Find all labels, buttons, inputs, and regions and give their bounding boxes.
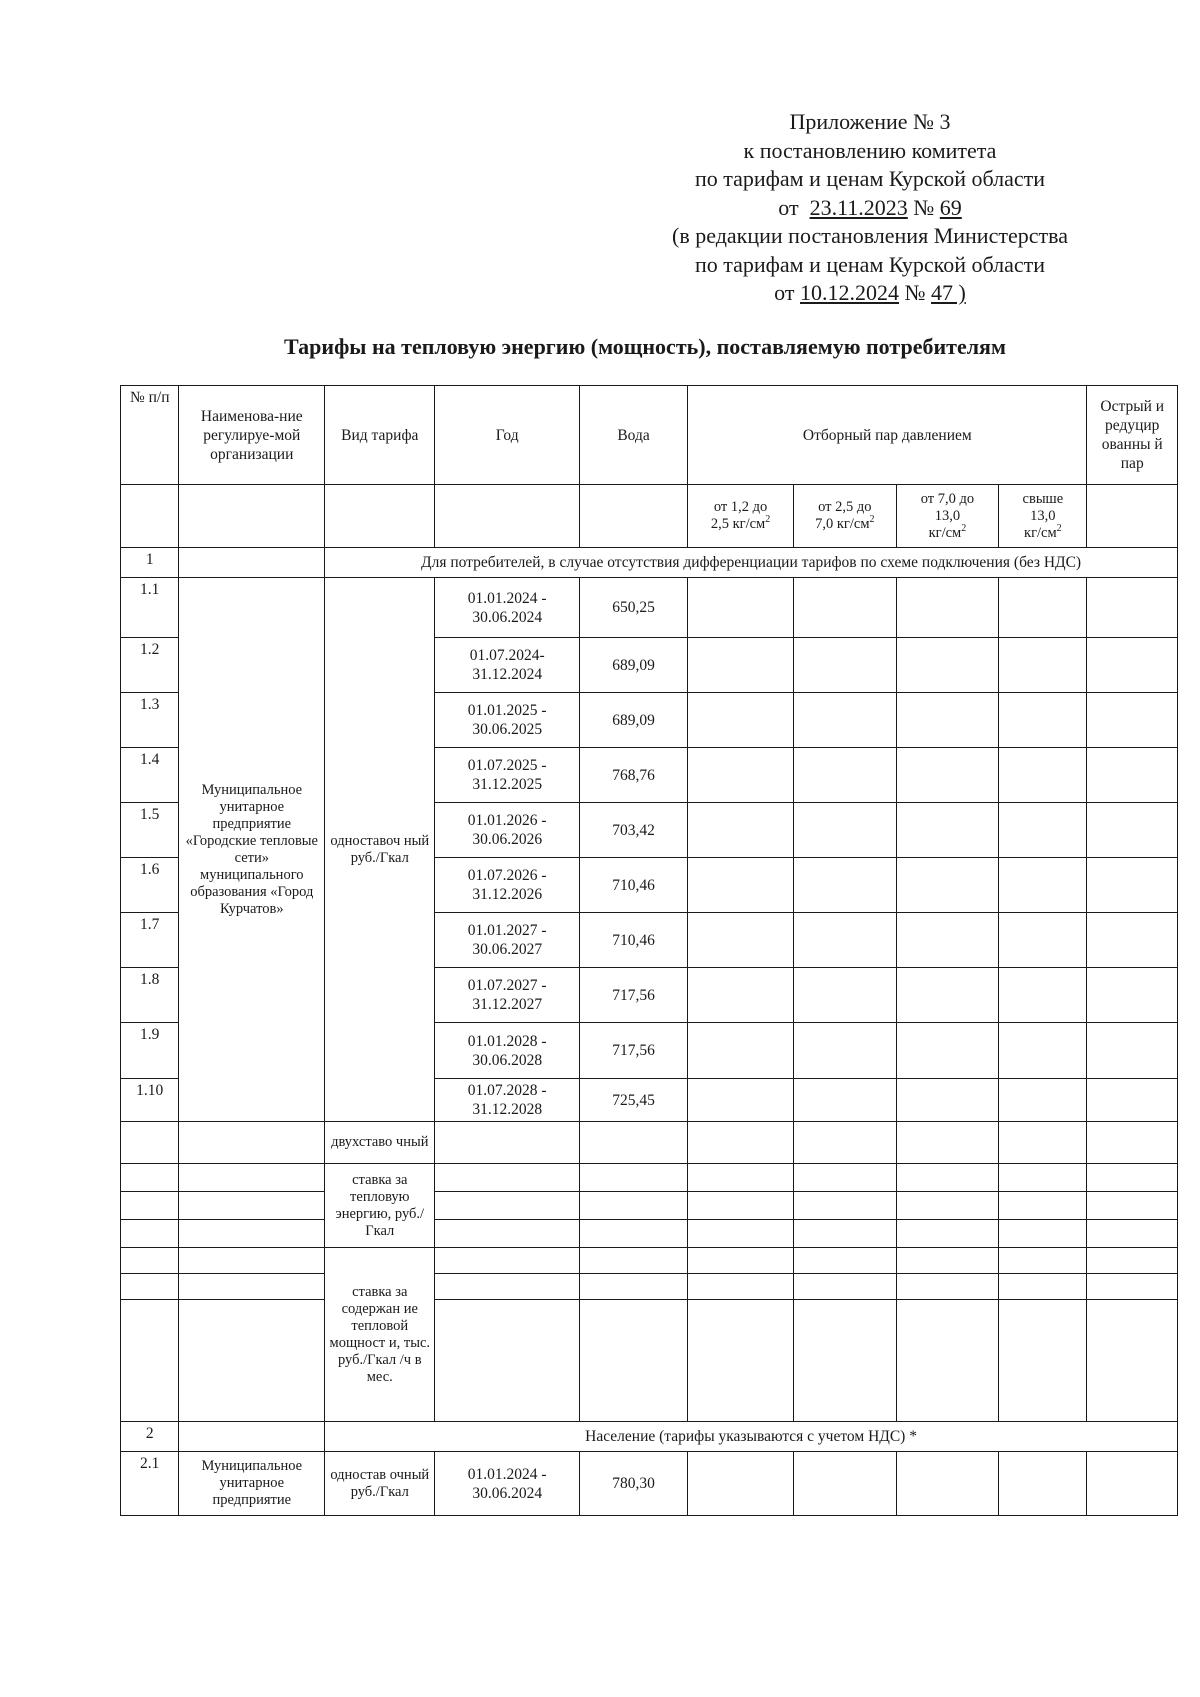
- empty-cell: [896, 1300, 999, 1422]
- empty-cell: [1087, 1122, 1178, 1164]
- row-number: 1.10: [121, 1079, 179, 1122]
- water-value: 710,46: [579, 858, 687, 913]
- empty-cell: [896, 913, 999, 968]
- amendment-number: 47 ): [931, 280, 966, 305]
- empty-cell: [179, 1122, 325, 1164]
- empty-cell: [999, 1079, 1087, 1122]
- two-part-row: [121, 1122, 1178, 1164]
- empty-cell: [1087, 1079, 1178, 1122]
- water-value: 689,09: [579, 638, 687, 693]
- empty-cell: [121, 1164, 179, 1192]
- empty-cell: [688, 1300, 794, 1422]
- empty-cell: [999, 748, 1087, 803]
- empty-cell: [688, 1452, 794, 1516]
- empty-cell: [121, 1248, 179, 1274]
- organization-name: Муниципальное унитарное предприятие «Городские тепловые сети» муниципального образования «Город Курчатов»: [179, 578, 325, 1122]
- organization-name: Муниципальное унитарное предприятие: [179, 1452, 325, 1516]
- empty-cell: [999, 1164, 1087, 1192]
- col-header-steam: Отборный пар давлением: [688, 386, 1087, 485]
- tariff-type-single: одностав очный руб./Гкал: [325, 1452, 435, 1516]
- empty-cell: [794, 1192, 897, 1220]
- empty-cell: [688, 638, 794, 693]
- section-1-number: 1: [121, 548, 179, 578]
- period-cell: 01.07.2026 - 31.12.2026: [435, 858, 580, 913]
- empty-cell: [999, 578, 1087, 638]
- section-1-empty: [179, 548, 325, 578]
- empty-cell: [688, 1122, 794, 1164]
- water-value: 650,25: [579, 578, 687, 638]
- water-value: 689,09: [579, 693, 687, 748]
- row-number: 1.2: [121, 638, 179, 693]
- empty-cell: [688, 1164, 794, 1192]
- period-cell: 01.01.2026 - 30.06.2026: [435, 803, 580, 858]
- row-number: 1.3: [121, 693, 179, 748]
- empty-cell: [688, 1220, 794, 1248]
- subheader-empty: [1087, 485, 1178, 548]
- empty-cell: [179, 1220, 325, 1248]
- empty-cell: [121, 1192, 179, 1220]
- resolution-date-line: [560, 194, 1180, 223]
- empty-cell: [121, 1220, 179, 1248]
- resolution-date: 23.11.2023: [809, 194, 908, 220]
- pressure-over-13-0: свыше 13,0 $кг/см^2$: [999, 485, 1087, 548]
- col-header-water: Вода: [579, 386, 687, 485]
- row-number: 1.1: [121, 578, 179, 638]
- empty-cell: [688, 1192, 794, 1220]
- empty-cell: [688, 1274, 794, 1300]
- capacity-rate-label: ставка за содержан ие тепловой мощност и, тыс. руб./Гкал /ч в мес.: [325, 1248, 435, 1422]
- amendment-line: (в редакции постановления Министерства: [672, 223, 1068, 248]
- row-number: 1.9: [121, 1023, 179, 1079]
- empty-cell: [1087, 578, 1178, 638]
- empty-cell: [688, 578, 794, 638]
- table-row: [121, 578, 1178, 638]
- empty-cell: [121, 1122, 179, 1164]
- pressure-2-5-to-7-0: от 2,5 до 7,0 $кг/см^2$: [794, 485, 897, 548]
- empty-cell: [794, 858, 897, 913]
- period-cell: 01.07.2025 - 31.12.2025: [435, 748, 580, 803]
- period-cell: 01.01.2025 - 30.06.2025: [435, 693, 580, 748]
- amendment-date: 10.12.2024: [800, 280, 899, 305]
- empty-cell: [896, 748, 999, 803]
- pressure-7-0-to-13-0: от 7,0 до 13,0 $кг/см^2$: [896, 485, 999, 548]
- empty-cell: [896, 1192, 999, 1220]
- water-value: 768,76: [579, 748, 687, 803]
- water-value: 710,46: [579, 913, 687, 968]
- empty-cell: [999, 1248, 1087, 1274]
- empty-cell: [794, 748, 897, 803]
- empty-cell: [794, 1274, 897, 1300]
- empty-cell: [999, 1122, 1087, 1164]
- empty-cell: [435, 1274, 580, 1300]
- empty-cell: [579, 1274, 687, 1300]
- period-cell: 01.07.2027 - 31.12.2027: [435, 968, 580, 1023]
- section-2-label: Население (тарифы указываются с учетом НДС) *: [325, 1422, 1178, 1452]
- two-part-row: [121, 1274, 1178, 1300]
- empty-cell: [688, 693, 794, 748]
- empty-cell: [579, 1122, 687, 1164]
- tariff-type-single: одноставоч ный руб./Гкал: [325, 578, 435, 1122]
- empty-cell: [688, 1023, 794, 1079]
- col-header-acute: Острый и редуцир ованны й пар: [1087, 386, 1178, 485]
- row-number: 1.8: [121, 968, 179, 1023]
- empty-cell: [896, 858, 999, 913]
- empty-cell: [999, 1220, 1087, 1248]
- empty-cell: [794, 913, 897, 968]
- empty-cell: [794, 1300, 897, 1422]
- empty-cell: [1087, 1300, 1178, 1422]
- subheader-empty: [179, 485, 325, 548]
- empty-cell: [1087, 1452, 1178, 1516]
- empty-cell: [896, 1122, 999, 1164]
- empty-cell: [579, 1192, 687, 1220]
- empty-cell: [896, 1164, 999, 1192]
- empty-cell: [179, 1192, 325, 1220]
- water-value: 717,56: [579, 968, 687, 1023]
- section-1-row: [121, 548, 1178, 578]
- empty-cell: [1087, 693, 1178, 748]
- empty-cell: [121, 1274, 179, 1300]
- empty-cell: [896, 693, 999, 748]
- col-header-num: № п/п: [121, 386, 179, 485]
- empty-cell: [794, 1452, 897, 1516]
- ministry-line: по тарифам и ценам Курской области: [694, 251, 1046, 277]
- resolution-from: от: [778, 194, 799, 220]
- empty-cell: [794, 968, 897, 1023]
- empty-cell: [1087, 858, 1178, 913]
- empty-cell: [999, 858, 1087, 913]
- water-value: 703,42: [579, 803, 687, 858]
- two-part-label: двухставо чный: [325, 1122, 435, 1164]
- appendix-number: Приложение № 3: [789, 109, 951, 134]
- amendment-date-line: [560, 279, 1180, 308]
- empty-cell: [1087, 913, 1178, 968]
- subheader-empty: [435, 485, 580, 548]
- empty-cell: [896, 1274, 999, 1300]
- empty-cell: [688, 1248, 794, 1274]
- empty-cell: [999, 1300, 1087, 1422]
- empty-cell: [579, 1248, 687, 1274]
- empty-cell: [999, 638, 1087, 693]
- empty-cell: [794, 578, 897, 638]
- subheader-empty: [325, 485, 435, 548]
- section-1-label: Для потребителей, в случае отсутствия дифференциации тарифов по схеме подключения (без НДС): [325, 548, 1178, 578]
- section-2-empty: [179, 1422, 325, 1452]
- empty-cell: [999, 1192, 1087, 1220]
- empty-cell: [896, 638, 999, 693]
- empty-cell: [1087, 1220, 1178, 1248]
- committee-line: по тарифам и ценам Курской области: [694, 166, 1046, 191]
- empty-cell: [896, 803, 999, 858]
- amendment-no-label: №: [904, 280, 926, 305]
- empty-cell: [1087, 1164, 1178, 1192]
- resolution-number: 69: [939, 194, 962, 220]
- two-part-row: [121, 1248, 1178, 1274]
- col-header-org: Наименова-ние регулируе-мой организации: [179, 386, 325, 485]
- subheader-empty: [121, 485, 179, 548]
- section-2-row: [121, 1422, 1178, 1452]
- empty-cell: [579, 1300, 687, 1422]
- empty-cell: [179, 1300, 325, 1422]
- empty-cell: [435, 1164, 580, 1192]
- empty-cell: [179, 1274, 325, 1300]
- header-row: [121, 386, 1178, 485]
- empty-cell: [688, 913, 794, 968]
- empty-cell: [1087, 1023, 1178, 1079]
- empty-cell: [794, 693, 897, 748]
- energy-rate-label: ставка за тепловую энергию, руб./Гкал: [325, 1164, 435, 1248]
- empty-cell: [1087, 968, 1178, 1023]
- document-title: Тарифы на тепловую энергию (мощность), поставляемую потребителям: [284, 334, 1006, 359]
- empty-cell: [1087, 748, 1178, 803]
- empty-cell: [999, 1023, 1087, 1079]
- empty-cell: [1087, 1192, 1178, 1220]
- empty-cell: [688, 968, 794, 1023]
- empty-cell: [896, 578, 999, 638]
- empty-cell: [999, 968, 1087, 1023]
- period-cell: 01.07.2028 - 31.12.2028: [435, 1079, 580, 1122]
- empty-cell: [1087, 1274, 1178, 1300]
- empty-cell: [794, 1248, 897, 1274]
- empty-cell: [999, 803, 1087, 858]
- empty-cell: [435, 1122, 580, 1164]
- empty-cell: [794, 1079, 897, 1122]
- two-part-row: [121, 1192, 1178, 1220]
- two-part-row: [121, 1300, 1178, 1422]
- empty-cell: [1087, 1248, 1178, 1274]
- appendix-ref-line: к постановлению комитета: [743, 137, 997, 163]
- subheader-empty: [579, 485, 687, 548]
- two-part-row: [121, 1220, 1178, 1248]
- empty-cell: [999, 693, 1087, 748]
- water-value: 780,30: [579, 1452, 687, 1516]
- empty-cell: [121, 1300, 179, 1422]
- water-value: 725,45: [579, 1079, 687, 1122]
- row-number: 1.4: [121, 748, 179, 803]
- col-header-year: Год: [435, 386, 580, 485]
- pressure-1-2-to-2-5: от 1,2 до 2,5 $кг/см^2$: [688, 485, 794, 548]
- row-number: 1.6: [121, 858, 179, 913]
- empty-cell: [896, 1079, 999, 1122]
- empty-cell: [999, 1452, 1087, 1516]
- empty-cell: [999, 913, 1087, 968]
- col-header-type: Вид тарифа: [325, 386, 435, 485]
- amendment-from: от: [774, 280, 795, 305]
- empty-cell: [1087, 803, 1178, 858]
- empty-cell: [179, 1164, 325, 1192]
- empty-cell: [688, 1079, 794, 1122]
- empty-cell: [579, 1164, 687, 1192]
- period-cell: 01.01.2028 - 30.06.2028: [435, 1023, 580, 1079]
- subheader-row: [121, 485, 1178, 548]
- empty-cell: [896, 1023, 999, 1079]
- table-row: [121, 1452, 1178, 1516]
- two-part-row: [121, 1164, 1178, 1192]
- empty-cell: [579, 1220, 687, 1248]
- empty-cell: [794, 638, 897, 693]
- section-2-number: 2: [121, 1422, 179, 1452]
- period-cell: 01.07.2024- 31.12.2024: [435, 638, 580, 693]
- empty-cell: [179, 1248, 325, 1274]
- empty-cell: [688, 803, 794, 858]
- empty-cell: [435, 1248, 580, 1274]
- row-number: 2.1: [121, 1452, 179, 1516]
- empty-cell: [794, 1023, 897, 1079]
- empty-cell: [999, 1274, 1087, 1300]
- row-number: 1.5: [121, 803, 179, 858]
- resolution-no-label: №: [913, 194, 935, 220]
- empty-cell: [435, 1192, 580, 1220]
- row-number: 1.7: [121, 913, 179, 968]
- empty-cell: [688, 858, 794, 913]
- empty-cell: [1087, 638, 1178, 693]
- empty-cell: [688, 748, 794, 803]
- empty-cell: [896, 1220, 999, 1248]
- period-cell: 01.01.2027 - 30.06.2027: [435, 913, 580, 968]
- empty-cell: [435, 1220, 580, 1248]
- appendix-header: [560, 108, 1180, 308]
- water-value: 717,56: [579, 1023, 687, 1079]
- empty-cell: [794, 1164, 897, 1192]
- empty-cell: [896, 1248, 999, 1274]
- period-cell: 01.01.2024 - 30.06.2024: [435, 578, 580, 638]
- empty-cell: [794, 1220, 897, 1248]
- empty-cell: [896, 1452, 999, 1516]
- tariff-table: [120, 385, 1178, 1516]
- empty-cell: [896, 968, 999, 1023]
- period-cell: 01.01.2024 - 30.06.2024: [435, 1452, 580, 1516]
- empty-cell: [794, 1122, 897, 1164]
- empty-cell: [435, 1300, 580, 1422]
- empty-cell: [794, 803, 897, 858]
